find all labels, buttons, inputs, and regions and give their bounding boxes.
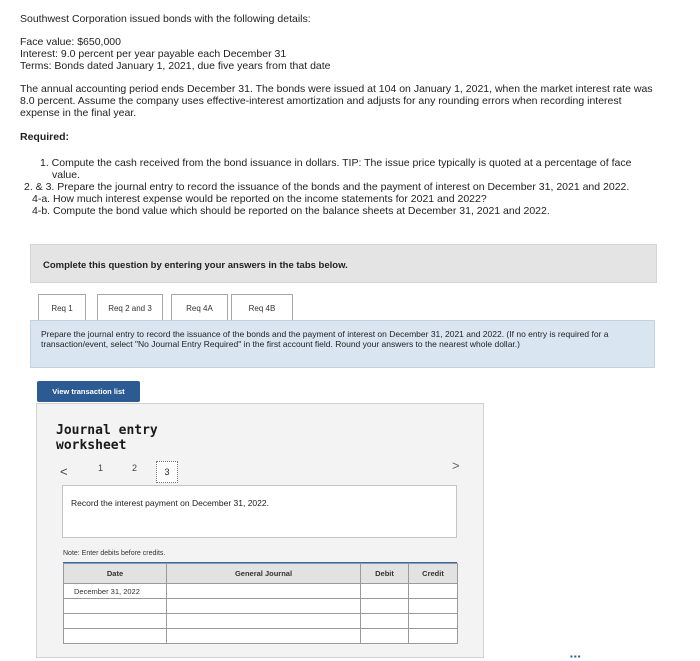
debit-field[interactable] bbox=[361, 614, 409, 629]
worksheet-title-line: worksheet bbox=[56, 438, 127, 453]
next-page-icon[interactable]: > bbox=[452, 458, 460, 473]
view-transaction-list-button[interactable]: View transaction list bbox=[37, 381, 140, 402]
page-2-link[interactable]: 2 bbox=[132, 463, 138, 473]
journal-table bbox=[63, 563, 458, 644]
debit-field[interactable] bbox=[361, 629, 409, 644]
prev-page-icon[interactable]: < bbox=[60, 464, 68, 479]
face-value: Face value: $650,000 bbox=[20, 36, 121, 48]
more-icon[interactable]: ▪▪▪ bbox=[570, 652, 582, 661]
date-cell bbox=[64, 629, 167, 644]
general-journal-header: General Journal bbox=[167, 564, 361, 584]
banner-text: Complete this question by entering your answers in the tabs below. bbox=[43, 260, 348, 271]
credit-header: Credit bbox=[409, 564, 458, 584]
debit-field[interactable] bbox=[361, 584, 409, 599]
intro-paragraph-line: The annual accounting period ends December 31. The bonds were issued at 104 on January 1, 2021, when the market interest rate was bbox=[20, 83, 653, 95]
worksheet-title bbox=[56, 423, 158, 453]
tab-req-4a[interactable]: Req 4A bbox=[171, 294, 228, 321]
table-row bbox=[64, 629, 458, 644]
intro-paragraph-line: expense in the final year. bbox=[20, 107, 137, 119]
account-field[interactable] bbox=[167, 584, 361, 599]
intro-line: Southwest Corporation issued bonds with the following details: bbox=[20, 13, 311, 25]
debit-field[interactable] bbox=[361, 599, 409, 614]
problem-intro bbox=[20, 13, 690, 143]
table-row bbox=[64, 584, 458, 599]
credit-field[interactable] bbox=[409, 584, 458, 599]
terms: Terms: Bonds dated January 1, 2021, due five years from that date bbox=[20, 60, 331, 72]
credit-field[interactable] bbox=[409, 599, 458, 614]
interest-rate: Interest: 9.0 percent per year payable each December 31 bbox=[20, 48, 287, 60]
requirement-1: 1. Compute the cash received from the bond issuance in dollars. TIP: The issue price typically is quoted at a percentage of face bbox=[40, 157, 632, 169]
requirement-1-cont: value. bbox=[52, 169, 81, 181]
tab-instructions: Prepare the journal entry to record the issuance of the bonds and the payment of interest on December 31, 2021 and 2022. (If no entry is required for a transaction/event, select "No Journal Entry Required" in the first account field. Round your answers to the nearest whole dollar.) bbox=[30, 320, 655, 368]
tab-req-4b[interactable]: Req 4B bbox=[231, 294, 293, 321]
account-field[interactable] bbox=[167, 614, 361, 629]
requirement-4b: 4-b. Compute the bond value which should be reported on the balance sheets at December 31, 2021 and 2022. bbox=[32, 205, 550, 217]
table-row bbox=[64, 599, 458, 614]
intro-paragraph-line: 8.0 percent. Assume the company uses effective-interest amortization and adjusts for any rounding errors when recording interest bbox=[20, 95, 622, 107]
page-3-link[interactable]: 3 bbox=[156, 461, 178, 483]
table-row bbox=[64, 614, 458, 629]
date-cell bbox=[64, 614, 167, 629]
record-instruction: Record the interest payment on December 31, 2022. bbox=[71, 498, 269, 508]
requirements-list bbox=[24, 157, 680, 217]
credit-field[interactable] bbox=[409, 629, 458, 644]
required-heading: Required: bbox=[20, 131, 70, 143]
tab-req-1[interactable]: Req 1 bbox=[38, 294, 86, 321]
account-field[interactable] bbox=[167, 599, 361, 614]
debit-header: Debit bbox=[361, 564, 409, 584]
entry-date: December 31, 2022 bbox=[64, 584, 167, 599]
page-1-link[interactable]: 1 bbox=[98, 463, 104, 473]
debit-credit-note: Note: Enter debits before credits. bbox=[63, 550, 166, 557]
record-instruction-box bbox=[62, 485, 457, 538]
credit-field[interactable] bbox=[409, 614, 458, 629]
instructions-banner bbox=[30, 244, 657, 283]
requirement-2-3: 2. & 3. Prepare the journal entry to record the issuance of the bonds and the payment of interest on December 31, 2021 and 2022. bbox=[24, 181, 630, 193]
worksheet-title-line: Journal entry bbox=[56, 423, 158, 438]
date-cell bbox=[64, 599, 167, 614]
tab-req-2-and-3[interactable]: Req 2 and 3 bbox=[97, 294, 163, 321]
requirement-4a: 4-a. How much interest expense would be reported on the income statements for 2021 and 2022? bbox=[32, 193, 487, 205]
date-header: Date bbox=[64, 564, 167, 584]
account-field[interactable] bbox=[167, 629, 361, 644]
